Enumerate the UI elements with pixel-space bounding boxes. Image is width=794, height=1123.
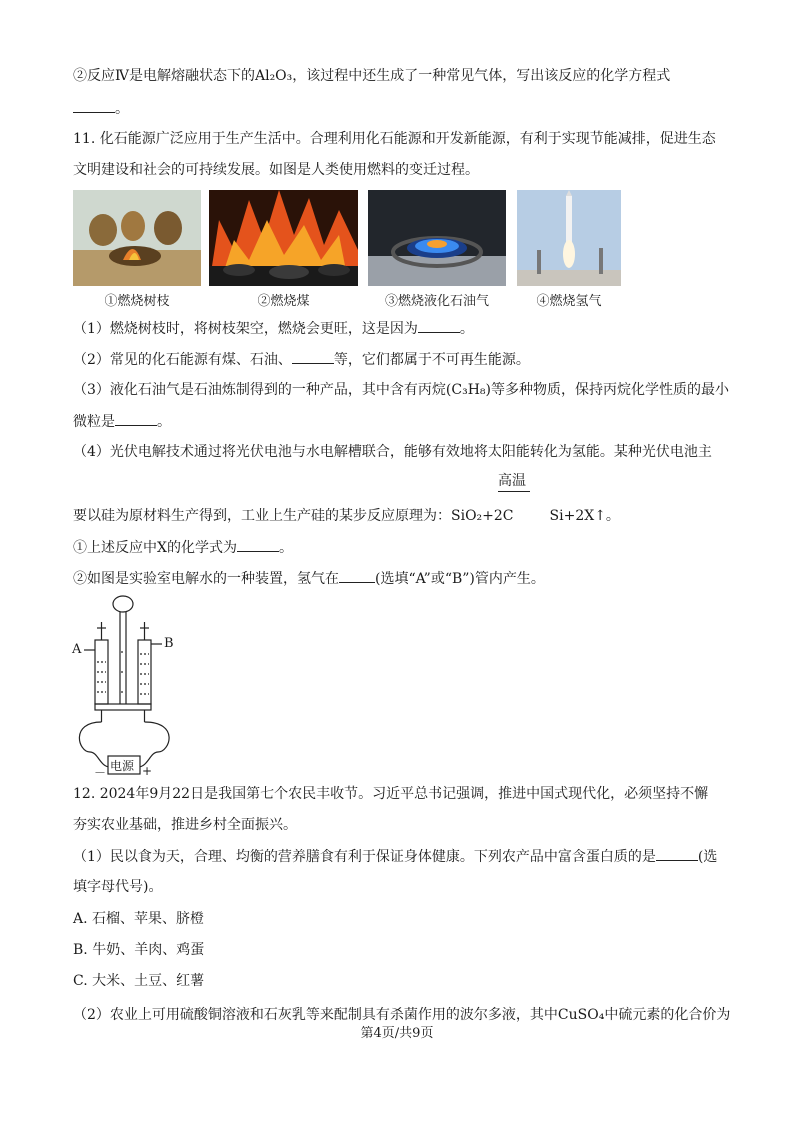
- q11-part-1-text: （1）燃烧树枝时，将树枝架空，燃烧会更旺，这是因为: [73, 321, 418, 337]
- q11-part-2: [73, 349, 530, 370]
- q12-intro-2: 夯实农业基础，推进乡村全面振兴。: [73, 817, 297, 833]
- photo-burning-branches: [73, 190, 201, 286]
- option-b: B. 牛奶、羊肉、鸡蛋: [73, 942, 205, 958]
- q11-part-1: [73, 318, 474, 339]
- caption-photo-3: ③燃烧液化石油气: [384, 294, 489, 309]
- tube-label-a: A: [72, 642, 82, 657]
- page-number: 第4页/共9页: [360, 1026, 434, 1041]
- q12-intro-1: 12. 2024年9月22日是我国第七个农民丰收节。习近平总书记强调，推进中国式现代化，必须坚持不懈: [73, 786, 709, 802]
- q11-sub-1-text: ①上述反应中X的化学式为: [73, 540, 237, 556]
- q11-sub-2-text-b: (选填“A”或“B”)管内产生。: [375, 571, 545, 587]
- q10-line-2: [73, 98, 129, 119]
- positive-terminal: +: [142, 764, 153, 778]
- reaction-products: Si+2X↑。: [549, 508, 620, 524]
- q11-intro-1: 11. 化石能源广泛应用于生产生活中。合理利用化石能源和开发新能源，有利于实现节能减排，促进生态: [73, 131, 716, 147]
- photo-burning-lpg: [368, 190, 506, 286]
- q11-intro-2: 文明建设和社会的可持续发展。如图是人类使用燃料的变迁过程。: [73, 162, 479, 178]
- reaction-reactants: 要以硅为原材料生产得到，工业上生产硅的某步反应原理为：SiO₂+2C: [73, 508, 514, 524]
- option-a: A. 石榴、苹果、脐橙: [73, 911, 205, 927]
- punctuation: 。: [459, 321, 474, 337]
- reaction-condition: 高温: [498, 473, 526, 489]
- answer-blank[interactable]: [115, 411, 157, 426]
- q11-part-2-text-a: （2）常见的化石能源有煤、石油、: [73, 352, 292, 368]
- answer-blank[interactable]: [656, 846, 698, 861]
- q11-sub-2: [73, 568, 545, 589]
- electrolysis-apparatus-diagram: [70, 592, 200, 780]
- answer-blank[interactable]: [73, 98, 115, 113]
- option-c: C. 大米、土豆、红薯: [73, 973, 205, 989]
- photo-burning-coal: [209, 190, 358, 286]
- answer-blank[interactable]: [339, 568, 375, 583]
- q11-sub-1: [73, 537, 293, 558]
- negative-terminal: －: [94, 766, 107, 780]
- q11-part-3-line-2: [73, 411, 171, 432]
- q11-part-2-text-b: 等，它们都属于不可再生能源。: [333, 352, 530, 368]
- q12-part-2: （2）农业上可用硫酸铜溶液和石灰乳等来配制具有杀菌作用的波尔多液，其中CuSO₄中硫元素的化合价为: [73, 1007, 731, 1023]
- q12-part-1-text-b: (选: [697, 849, 718, 865]
- caption-photo-2: ②燃烧煤: [257, 294, 310, 309]
- caption-photo-4: ④燃烧氢气: [536, 294, 602, 309]
- q11-part-3-line-1: （3）液化石油气是石油炼制得到的一种产品，其中含有丙烷(C₃H₈)等多种物质，保持丙烷化学性质的最小: [73, 382, 729, 398]
- answer-blank[interactable]: [292, 349, 334, 364]
- punctuation: 。: [157, 414, 171, 430]
- photo-burning-hydrogen: [517, 190, 621, 286]
- punctuation: 。: [278, 540, 293, 556]
- power-supply-label: 电源: [110, 759, 135, 773]
- q11-part-3-text: 微粒是: [73, 414, 115, 430]
- caption-photo-1: ①燃烧树枝: [104, 294, 170, 309]
- q10-line-1: ②反应Ⅳ是电解熔融状态下的Al₂O₃，该过程中还生成了一种常见气体，写出该反应的化学方程式: [73, 68, 671, 84]
- q11-part-4-line-2: [73, 506, 620, 526]
- punctuation: 。: [115, 101, 129, 117]
- q12-part-1-line-2: 填字母代号)。: [73, 879, 163, 895]
- q11-sub-2-text-a: ②如图是实验室电解水的一种装置，氢气在: [73, 571, 339, 587]
- tube-label-b: B: [164, 636, 174, 651]
- reaction-equal-sign: [498, 491, 530, 492]
- q12-part-1-text: （1）民以食为天，合理、均衡的营养膳食有利于保证身体健康。下列农产品中富含蛋白质的是: [73, 849, 656, 865]
- q12-part-1-line-1: [73, 846, 717, 867]
- q11-part-4-line-1: （4）光伏电解技术通过将光伏电池与水电解槽联合，能够有效地将太阳能转化为氢能。某种光伏电池主: [73, 444, 712, 460]
- answer-blank[interactable]: [237, 537, 279, 552]
- answer-blank[interactable]: [418, 318, 460, 333]
